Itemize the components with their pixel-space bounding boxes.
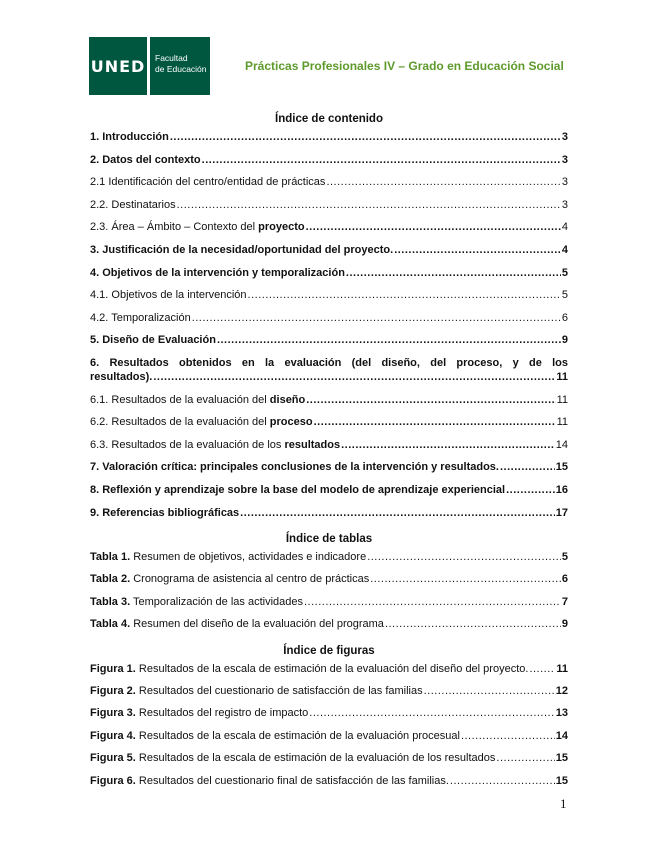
entry-text-part: 4.2. Temporalización	[90, 311, 191, 324]
entry-page-number: 11	[556, 370, 568, 383]
entry-text-part: 6.3. Resultados de la evaluación de los	[90, 438, 285, 451]
leader-dots	[506, 483, 555, 497]
entry-text	[90, 617, 384, 631]
entry-page-number: 3	[561, 153, 568, 166]
leader-dots	[248, 288, 561, 302]
entry-text-line1: 6. Resultados obtenidos en la evaluación (del diseño, del proceso, y de los	[90, 356, 568, 369]
entry-text	[90, 288, 247, 302]
logo-mark: UNED	[89, 37, 147, 95]
entry-page-number: 3	[561, 198, 568, 211]
entry-page-number: 14	[555, 438, 568, 451]
leader-dots	[385, 617, 561, 631]
figure-index-entry[interactable]	[90, 684, 568, 698]
entry-text	[90, 595, 303, 609]
leader-dots	[202, 153, 561, 167]
entry-text-part: 1. Introducción	[90, 131, 169, 143]
entry-text	[90, 243, 393, 257]
entry-page-number: 15	[555, 752, 568, 765]
entry-text	[90, 153, 201, 167]
entry-page-number: 15	[555, 774, 568, 787]
entry-text	[90, 220, 305, 234]
toc-entry[interactable]	[90, 130, 568, 144]
entry-text-part: 7. Valoración crítica: principales conclusiones de la intervención y resultados.	[90, 461, 499, 474]
entry-text	[90, 460, 499, 474]
entry-page-number: 3	[561, 131, 568, 143]
entry-page-number: 9	[561, 334, 568, 347]
entry-page-number: 5	[561, 551, 568, 564]
toc-entry[interactable]	[90, 198, 568, 212]
figures-index-list	[90, 662, 568, 788]
toc-entry[interactable]	[90, 356, 568, 384]
entry-text	[90, 266, 345, 280]
entry-text-part: resultados).	[90, 370, 153, 383]
toc-entry[interactable]	[90, 393, 568, 407]
entry-page-number: 7	[561, 595, 568, 608]
leader-dots	[326, 175, 560, 189]
entry-text-part: 2. Datos del contexto	[90, 153, 201, 166]
leader-dots	[240, 506, 555, 520]
entry-text-part: Figura 3.	[90, 707, 136, 720]
entry-text	[90, 175, 325, 189]
toc-entry[interactable]	[90, 415, 568, 429]
table-of-contents	[90, 108, 568, 796]
entry-text-part: 2.2. Destinatarios	[90, 198, 176, 211]
entry-text	[90, 130, 169, 144]
entry-text-part: 6.1. Resultados de la evaluación del	[90, 393, 270, 406]
entry-text-part: Tabla 2.	[90, 573, 131, 586]
table-index-entry[interactable]	[90, 617, 568, 631]
table-index-entry[interactable]	[90, 572, 568, 586]
toc-entry[interactable]	[90, 506, 568, 520]
entry-text-part: Figura 2.	[90, 685, 136, 698]
figure-index-entry[interactable]	[90, 662, 568, 676]
tables-index-list	[90, 550, 568, 631]
entry-text	[90, 572, 369, 586]
entry-text-part: 4. Objetivos de la intervención y temporalización	[90, 266, 345, 279]
toc-title: Índice de contenido	[275, 113, 383, 125]
entry-text-part: 2.1 Identificación del centro/entidad de prácticas	[90, 176, 326, 189]
entry-text	[90, 311, 191, 325]
entry-text-part: Figura 6.	[90, 774, 136, 787]
leader-dots	[153, 370, 555, 384]
table-index-entry[interactable]	[90, 595, 568, 609]
leader-dots	[217, 333, 561, 347]
entry-page-number: 4	[561, 243, 568, 256]
entry-text-part: Temporalización de las actividades	[130, 595, 303, 608]
leader-dots	[304, 595, 561, 609]
entry-text-part: proyecto	[258, 221, 305, 234]
toc-entry[interactable]	[90, 153, 568, 167]
entry-text-part: Resultados de la escala de estimación de la evaluación del diseño del proyecto.	[135, 662, 529, 675]
leader-dots	[177, 198, 561, 212]
entry-text-part: Resumen de objetivos, actividades e indicadore	[130, 551, 367, 564]
entry-page-number: 14	[555, 729, 568, 742]
figure-index-entry[interactable]	[90, 774, 568, 788]
entry-text	[90, 684, 423, 698]
toc-entry[interactable]	[90, 243, 568, 257]
entry-page-number: 12	[555, 685, 568, 698]
leader-dots	[306, 220, 561, 234]
entry-page-number: 11	[556, 393, 568, 406]
leader-dots	[341, 438, 555, 452]
entry-text	[90, 506, 239, 520]
entry-text-part: 2.3. Área – Ámbito – Contexto del	[90, 221, 259, 234]
entry-text-part: 9. Referencias bibliográficas	[90, 506, 240, 519]
entry-page-number: 11	[556, 416, 568, 429]
logo-faculty-line2: de Educación	[155, 64, 207, 74]
toc-entry[interactable]	[90, 288, 568, 302]
entry-text-part: Tabla 1.	[90, 551, 131, 564]
entry-page-number: 5	[561, 266, 568, 279]
toc-entry[interactable]	[90, 333, 568, 347]
entry-page-number: 6	[561, 573, 568, 586]
entry-text-part: Figura 1.	[90, 662, 136, 675]
entry-text	[90, 333, 216, 347]
toc-entry[interactable]	[90, 460, 568, 474]
entry-page-number: 16	[555, 483, 568, 496]
toc-entry[interactable]	[90, 266, 568, 280]
leader-dots	[370, 572, 561, 586]
entry-page-number: 6	[561, 311, 568, 324]
entry-page-number: 11	[556, 662, 568, 675]
entry-text-part: Resultados de la escala de estimación de la evaluación procesual	[135, 729, 460, 742]
entry-page-number: 17	[555, 506, 568, 519]
leader-dots	[306, 393, 555, 407]
entry-text	[90, 774, 449, 788]
entry-text-part: 4.1. Objetivos de la intervención	[90, 289, 247, 302]
toc-entry[interactable]	[90, 438, 568, 452]
page-number: 1	[560, 796, 567, 811]
figure-index-entry[interactable]	[90, 729, 568, 743]
entry-page-number: 3	[561, 176, 568, 189]
leader-dots	[500, 460, 555, 474]
figure-index-entry[interactable]	[90, 706, 568, 720]
leader-dots	[367, 550, 561, 564]
entry-text-part: Figura 4.	[90, 729, 136, 742]
figures-index-title: Índice de figuras	[283, 644, 375, 657]
entry-text-part: Resultados de la escala de estimación de la evaluación de los resultados	[135, 752, 496, 765]
entry-text	[90, 393, 305, 407]
entry-text-part: Resultados del cuestionario de satisfacción de las familias	[135, 685, 423, 698]
entry-text-part: resultados	[284, 438, 341, 451]
leader-dots	[346, 266, 561, 280]
toc-entry[interactable]	[90, 311, 568, 325]
leader-dots	[314, 415, 556, 429]
entry-text	[90, 438, 340, 452]
leader-dots	[529, 662, 555, 676]
entry-text-part: Resumen del diseño de la evaluación del programa	[130, 618, 384, 631]
entry-text-part: Tabla 3.	[90, 595, 131, 608]
entry-text	[90, 483, 505, 497]
entry-text-part: Figura 5.	[90, 752, 136, 765]
leader-dots	[309, 706, 554, 720]
entry-page-number: 9	[561, 618, 568, 631]
entry-text	[90, 198, 176, 212]
leader-dots	[496, 751, 554, 765]
leader-dots	[461, 729, 555, 743]
entry-text	[90, 415, 313, 429]
logo-faculty	[150, 37, 210, 95]
table-index-entry[interactable]	[90, 550, 568, 564]
entry-text-part: diseño	[269, 393, 306, 406]
entry-text-part: 5. Diseño de Evaluación	[90, 334, 216, 347]
entry-text	[90, 706, 308, 720]
entry-page-number: 5	[561, 289, 568, 302]
entry-text-part: Cronograma de asistencia al centro de prácticas	[130, 573, 370, 586]
entry-text	[90, 729, 460, 743]
entry-text-part: 8. Reflexión y aprendizaje sobre la base del modelo de aprendizaje experiencial	[90, 483, 506, 496]
document-header-title: Prácticas Profesionales IV – Grado en Educación Social	[245, 59, 564, 73]
entry-page-number: 4	[561, 221, 568, 234]
entry-text	[90, 370, 152, 384]
toc-entry[interactable]	[90, 175, 568, 189]
entry-page-number: 15	[555, 461, 568, 474]
entry-text-part: Tabla 4.	[90, 618, 131, 631]
entry-text-part: 6.2. Resultados de la evaluación del	[90, 416, 270, 429]
leader-dots	[170, 130, 561, 144]
entry-text-part: proceso	[269, 416, 313, 429]
entry-text-part: Resultados del cuestionario final de satisfacción de las familias.	[135, 774, 449, 787]
logo-faculty-line1: Facultad	[155, 53, 188, 63]
tables-index-title: Índice de tablas	[285, 533, 373, 546]
toc-entry[interactable]	[90, 483, 568, 497]
entry-page-number: 13	[555, 707, 568, 720]
entry-text-part: Resultados del registro de impacto	[135, 707, 309, 720]
entry-text	[90, 550, 366, 564]
leader-dots	[192, 311, 561, 325]
entry-text	[90, 751, 495, 765]
entry-text-part: 3. Justificación de la necesidad/oportunidad del proyecto.	[90, 243, 394, 256]
figure-index-entry[interactable]	[90, 751, 568, 765]
leader-dots	[424, 684, 555, 698]
leader-dots	[394, 243, 561, 257]
uned-logo	[89, 37, 210, 95]
toc-list	[90, 130, 568, 520]
leader-dots	[450, 774, 555, 788]
toc-entry[interactable]	[90, 220, 568, 234]
entry-text	[90, 662, 528, 676]
